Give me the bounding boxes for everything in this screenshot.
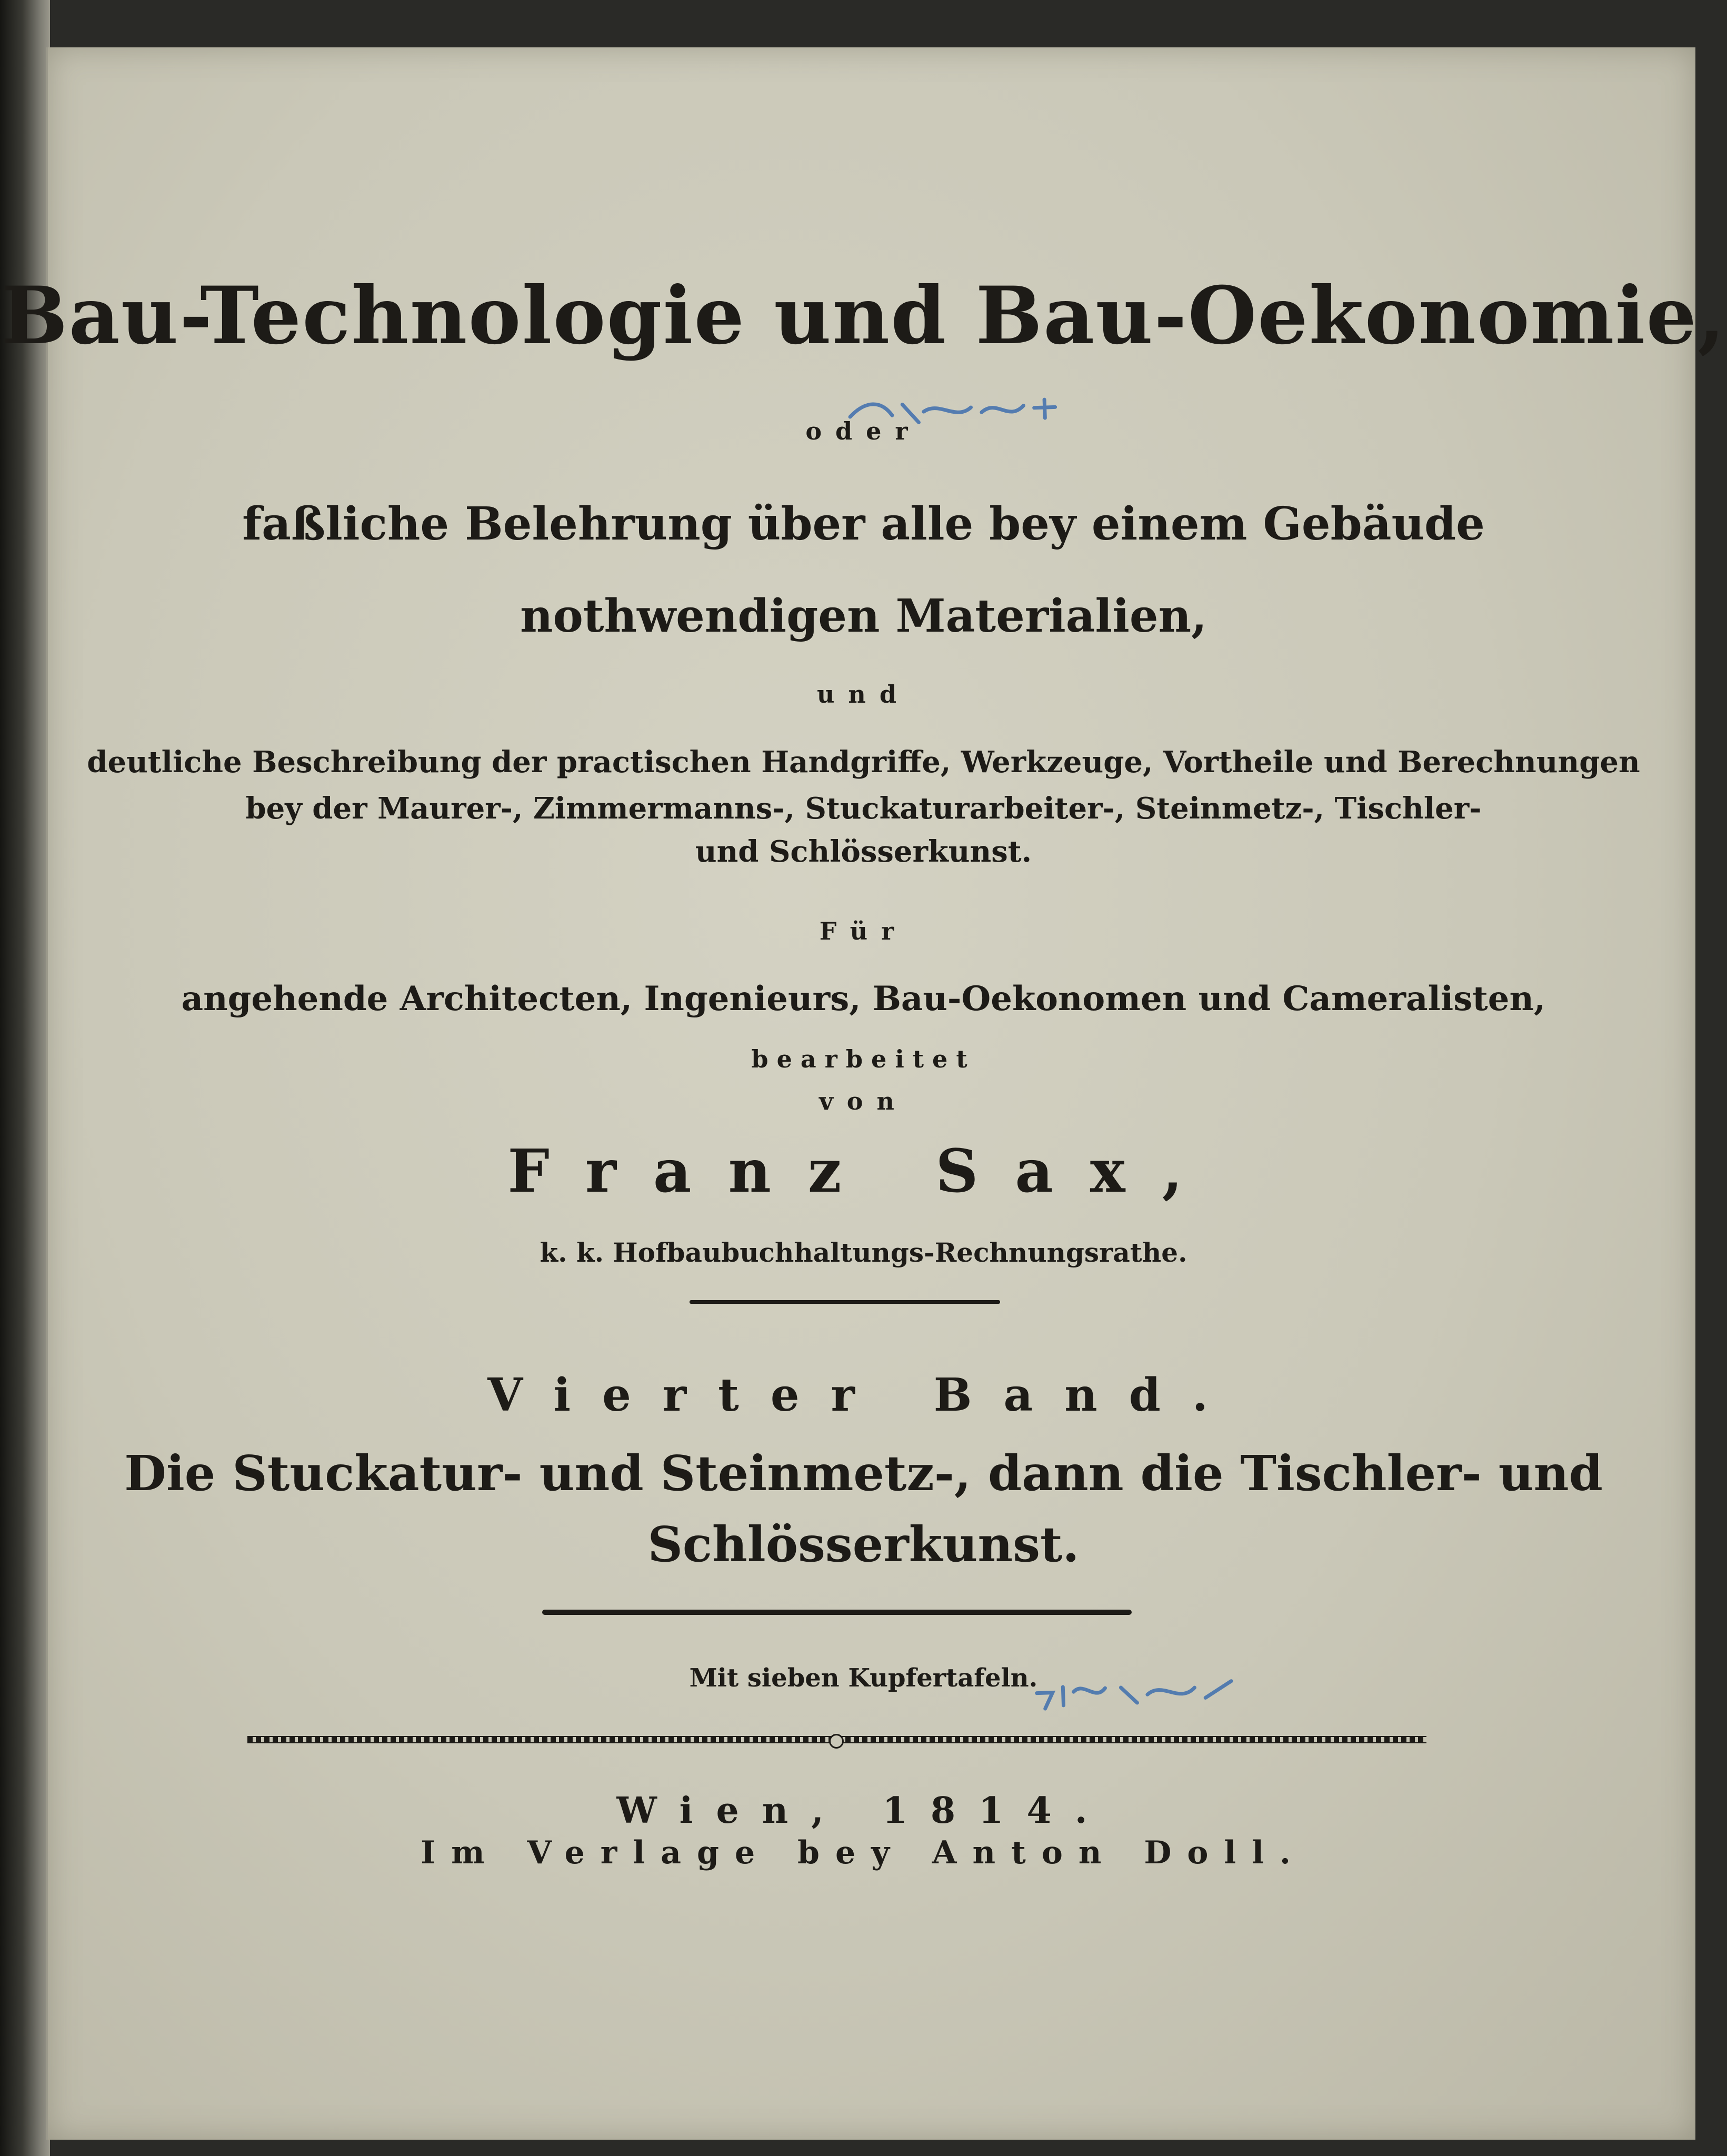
imprint-publisher: Im Verlage bey Anton Doll.: [421, 1834, 1306, 1871]
author-name: Franz Sax,: [507, 1137, 1220, 1206]
author-position: k. k. Hofbaubuchhaltungs-Rechnungsrathe.: [540, 1237, 1187, 1268]
library-stamp-bottom: [1031, 1670, 1243, 1722]
description-line-3: und Schlösserkunst.: [695, 834, 1032, 869]
imprint-place-year: Wien, 1814.: [616, 1790, 1111, 1832]
subtitle-line-2: nothwendigen Materialien,: [520, 590, 1207, 643]
subtitle-line-1: faßliche Belehrung über alle bey einem Gebäude: [242, 497, 1485, 551]
description-line-1: deutliche Beschreibung der practischen Handgriffe, Werkzeuge, Vortheile und Berechnungen: [87, 745, 1640, 780]
book-title: Bau-Technologie und Bau-Oekonomie,: [1, 270, 1726, 362]
volume-subtitle-line-1: Die Stuckatur- und Steinmetz-, dann die Tischler- und: [124, 1445, 1603, 1502]
plates-note: Mit sieben Kupfertafeln.: [689, 1663, 1038, 1693]
handwritten-inventory-icon: [1031, 1670, 1243, 1714]
conjunction-oder: oder: [805, 417, 922, 445]
volume-subtitle-line-2: Schlösserkunst.: [647, 1516, 1080, 1573]
ornament-center-icon: [829, 1734, 844, 1749]
label-fuer: Für: [819, 917, 908, 945]
divider-rule-1: [690, 1300, 1000, 1304]
audience-line: angehende Architecten, Ingenieurs, Bau-Oekonomen und Cameralisten,: [181, 979, 1546, 1019]
label-bearbeitet: bearbeitet: [751, 1045, 976, 1073]
label-von: von: [819, 1087, 908, 1115]
description-line-2: bey der Maurer-, Zimmermanns-, Stuckaturarbeiter-, Steinmetz-, Tischler-: [245, 791, 1482, 826]
volume-number: Vierter Band.: [487, 1369, 1240, 1422]
conjunction-und: und: [816, 680, 911, 708]
divider-rule-2: [542, 1610, 1132, 1615]
